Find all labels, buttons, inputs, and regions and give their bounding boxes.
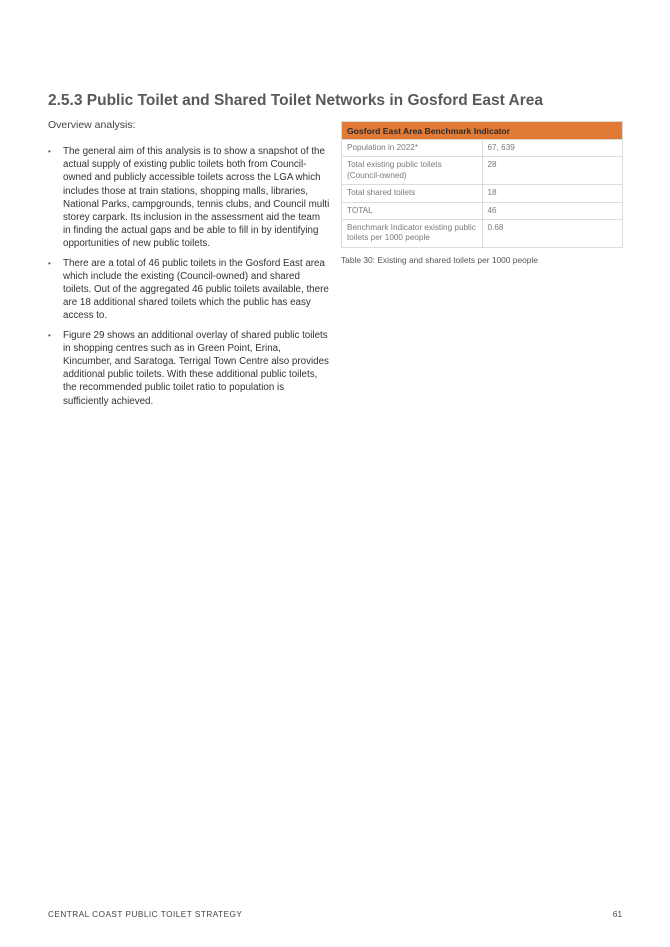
bullet-text: There are a total of 46 public toilets in the Gosford East area which include the existing (Council-owned) and shared toilets. Out of the aggregated 46 public toilets available, there are 18 additional shared toilets which the public has easy access to. — [63, 257, 329, 322]
bullet-item-overlay — [48, 329, 330, 408]
row-value: 0.68 — [482, 220, 623, 248]
row-value: 18 — [482, 185, 623, 202]
table-row — [342, 185, 623, 202]
row-label: Benchmark Indicator existing public toilets per 1000 people — [342, 220, 483, 248]
table-row — [342, 140, 623, 157]
table-row — [342, 202, 623, 219]
table-caption: Table 30: Existing and shared toilets per 1000 people — [341, 254, 538, 265]
bullet-icon: • — [48, 330, 51, 340]
row-value: 67, 639 — [482, 140, 623, 157]
row-value: 46 — [482, 202, 623, 219]
table-header: Gosford East Area Benchmark Indicator — [342, 122, 623, 140]
section-heading: 2.5.3 Public Toilet and Shared Toilet Networks in Gosford East Area — [48, 92, 543, 109]
bullet-text: The general aim of this analysis is to show a snapshot of the actual supply of existing public toilets both from Council-owned and publicly accessible toilets across the LGA which includes those at train stations, shopping malls, libraries, National Parks, campgrounds, tennis clubs, and Council multi storey carpark. Its inclusion in the assessment aid the team in finding the actual gaps and be able to fill in by identifying opportunities of new public toilets. — [63, 146, 330, 250]
analysis-column — [48, 119, 330, 414]
bullet-icon: • — [48, 147, 51, 156]
row-label: Total existing public toilets (Council-owned) — [342, 157, 483, 185]
footer-page-number: 61 — [612, 910, 622, 919]
row-label: Population in 2022* — [342, 140, 483, 157]
table-row — [342, 220, 623, 248]
footer-document-title: CENTRAL COAST PUBLIC TOILET STRATEGY — [48, 910, 243, 919]
bullet-text: Figure 29 shows an additional overlay of shared public toilets in shopping centres such as in Green Point, Erina, Kincumber, and Saratoga. Terrigal Town Centre also provides additional public toilets. With these additional public toilets, the recommended public toilet ratio to population is sufficiently achieved. — [63, 329, 329, 407]
table-header-row — [342, 122, 623, 140]
benchmark-table-block — [341, 121, 623, 265]
benchmark-table — [341, 121, 623, 248]
overview-label: Overview analysis: — [48, 119, 136, 131]
row-value: 28 — [482, 157, 623, 185]
table-row — [342, 157, 623, 185]
row-label: TOTAL — [342, 202, 483, 219]
row-label: Total shared toilets — [342, 185, 483, 202]
analysis-bullet-list — [48, 145, 330, 408]
bullet-item-aim — [48, 145, 330, 251]
bullet-item-total — [48, 257, 330, 323]
bullet-icon: • — [48, 258, 51, 268]
